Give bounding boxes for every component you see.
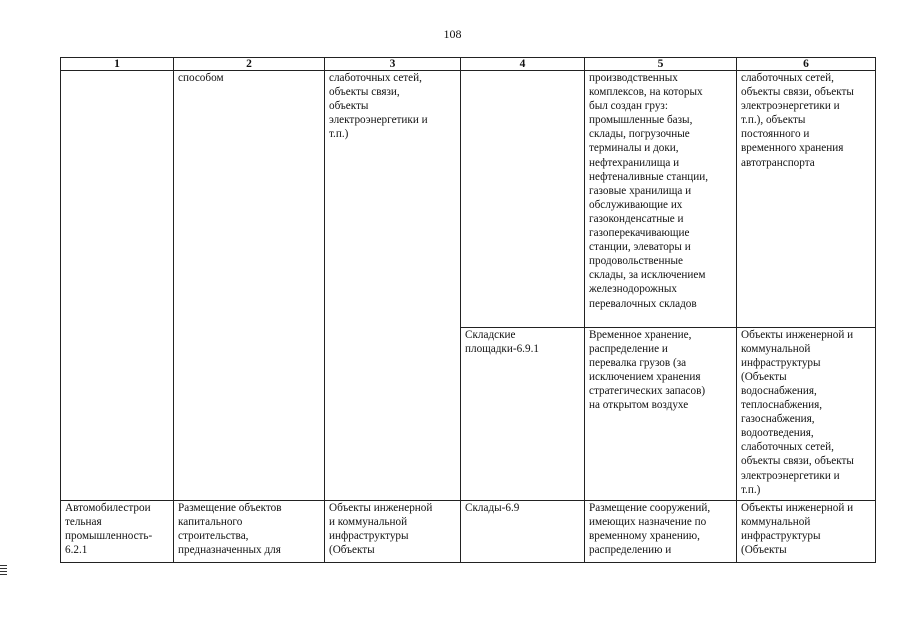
table-cell: [174, 71, 325, 501]
table-cell: [737, 71, 876, 328]
column-header-6: 6: [737, 58, 876, 71]
cell-text: Размещение объектов капитального строительства, предназначенных для: [178, 502, 282, 557]
table-cell: [585, 327, 737, 500]
table-cell: [461, 327, 585, 500]
column-header-5: 5: [585, 58, 737, 71]
table-row: [61, 71, 876, 328]
column-header-2: 2: [174, 58, 325, 71]
table-cell: [737, 327, 876, 500]
table-cell: [61, 71, 174, 501]
cell-text: Объекты инженерной и коммунальной инфраструктуры (Объекты: [741, 502, 854, 557]
table-cell: [461, 71, 585, 328]
table-cell: [737, 501, 876, 563]
cell-text: Временное хранение, распределение и перевалка грузов (за исключением хранения стратегических запасов) на открытом воздухе: [589, 328, 706, 412]
table-cell: [325, 71, 461, 501]
cell-text: Размещение сооружений, имеющих назначение по временному хранению, распределению и: [589, 502, 711, 557]
table-cell: [61, 501, 174, 563]
cell-text: Складские площадки-6.9.1: [465, 328, 539, 355]
table-cell: [174, 501, 325, 563]
table-cell: [461, 501, 585, 563]
column-header-3: 3: [325, 58, 461, 71]
cell-text: производственных комплексов, на которых был создан груз: промышленные базы, склады, погрузочные терминалы и доки, нефтехранилища и нефтеналивные станции, газовые хранилища и обслуживающие их газоконденсатные и газоперекачивающие станции, элеваторы и продовольственные склады, за исключением железнодорожных перевалочных складов: [589, 72, 709, 310]
scan-margin-mark: [0, 565, 7, 579]
cell-text: Автомобилестрои тельная промышленность- 6.2.1: [65, 502, 153, 557]
cell-text: Склады-6.9: [465, 502, 520, 515]
cell-text: Объекты инженерной и коммунальной инфраструктуры (Объекты водоснабжения, теплоснабжения, газоснабжения, водоотведения, слаботочных сетей, объекты связи, объекты электроэнергетики и т.п.): [741, 328, 854, 496]
table-row: [61, 501, 876, 563]
table-cell: [585, 501, 737, 563]
table-cell: [585, 71, 737, 328]
cell-text: слаботочных сетей, объекты связи, объекты электроэнергетики и т.п.), объекты постоянного и временного хранения автотранспорта: [741, 72, 854, 169]
land-use-table: [60, 57, 876, 563]
page-number: 108: [443, 27, 462, 41]
table-cell: [325, 501, 461, 563]
column-header-1: 1: [61, 58, 174, 71]
cell-text: слаботочных сетей, объекты связи, объекты электроэнергетики и т.п.): [329, 72, 428, 141]
cell-text: способом: [178, 72, 224, 84]
table-header-row: [61, 58, 876, 71]
column-header-4: 4: [461, 58, 585, 71]
cell-text: Объекты инженерной и коммунальной инфраструктуры (Объекты: [329, 502, 433, 557]
